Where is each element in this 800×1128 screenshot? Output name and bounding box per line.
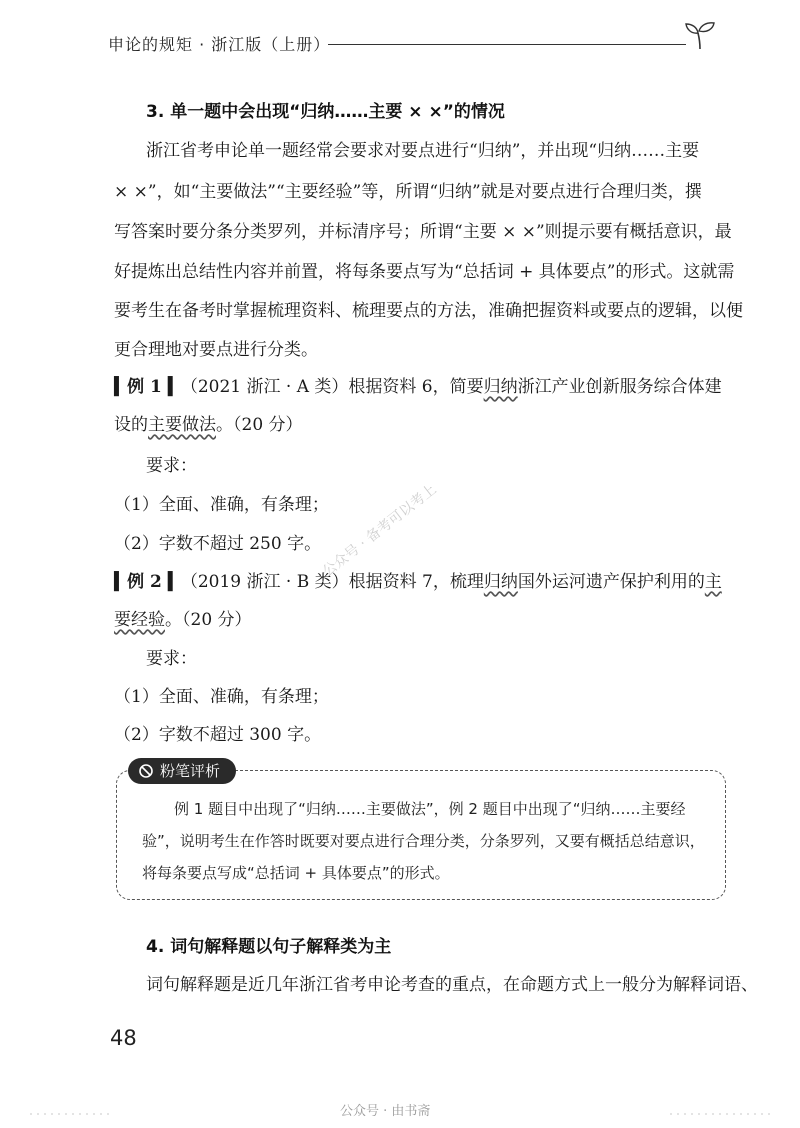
paragraph-line: 更合理地对要点进行分类。 <box>114 340 318 360</box>
paragraph-line: × ×”，如“主要做法”“主要经验”等，所谓“归纳”就是对要点进行合理归类，撰 <box>114 182 702 202</box>
example-1-text: （2021 浙江 · A 类）根据资料 6，简要 <box>180 377 484 397</box>
example-1-requirement: （2）字数不超过 250 字。 <box>114 534 322 554</box>
example-1-text: 浙江产业创新服务综合体建 <box>517 377 722 397</box>
example-2-text: （2019 浙江 · B 类）根据资料 7，梳理 <box>180 572 484 592</box>
slash-circle-icon <box>138 763 154 779</box>
example-1-text: 设的 <box>114 415 148 435</box>
analysis-tag-label: 粉笔评析 <box>160 762 221 780</box>
example-2-question-cont <box>114 605 252 630</box>
analysis-line: 将每条要点写成“总括词 + 具体要点”的形式。 <box>142 864 450 882</box>
analysis-line: 例 1 题目中出现了“归纳……主要做法”，例 2 题目中出现了“归纳……主要经 <box>174 800 686 818</box>
paragraph-line: 好提炼出总结性内容并前置，将每条要点写为“总括词 + 具体要点”的形式。这就需 <box>114 262 735 282</box>
watermark-text: 公众号 · 备考可以考上 <box>319 481 440 580</box>
header-rule <box>328 44 686 45</box>
example-2-requirements-title: 要求： <box>146 649 197 669</box>
sprout-icon <box>682 20 718 50</box>
underlined-keyword: 要经验 <box>114 610 165 630</box>
analysis-line: 验”，说明考生在作答时既要对要点进行合理分类，分条罗列，又要有概括总结意识， <box>142 832 705 850</box>
underlined-keyword: 主要做法 <box>148 415 216 435</box>
running-header-title: 申论的规矩 · 浙江版（上册） <box>108 35 331 54</box>
underlined-keyword: 归纳 <box>483 572 518 592</box>
page-number: 48 <box>110 1026 137 1050</box>
paragraph-line: 词句解释题是近几年浙江省考申论考查的重点，在命题方式上一般分为解释词语、 <box>146 975 758 995</box>
example-1-requirement: （1）全面、准确，有条理； <box>114 495 329 515</box>
example-1-question-cont <box>114 410 303 435</box>
underlined-keyword: 主 <box>704 572 722 592</box>
scan-noise <box>30 1108 770 1118</box>
section-3-heading: 3. 单一题中会出现“归纳……主要 × ×”的情况 <box>146 102 505 122</box>
paragraph-line: 要考生在备考时掌握梳理资料、梳理要点的方法，准确把握资料或要点的逻辑，以便 <box>114 301 743 321</box>
example-1-label: ▍例 1 ▍ <box>114 377 181 397</box>
section-4-heading: 4. 词句解释题以句子解释类为主 <box>146 937 392 957</box>
example-2-text: 国外运河遗产保护利用的 <box>517 572 705 592</box>
example-1-score: 。（20 分） <box>216 415 303 435</box>
underlined-keyword: 归纳 <box>483 377 518 397</box>
paragraph-line: 写答案时要分条分类罗列，并标清序号；所谓“主要 × ×”则提示要有概括意识，最 <box>114 222 732 242</box>
footer-mark: 公众号 · 由书斋 <box>340 1104 431 1119</box>
example-2-label: ▍例 2 ▍ <box>114 572 181 592</box>
example-1-question <box>114 372 722 397</box>
example-2-score: 。（20 分） <box>165 610 252 630</box>
example-1-requirements-title: 要求： <box>146 456 197 476</box>
example-2-requirement: （1）全面、准确，有条理； <box>114 687 329 707</box>
example-2-requirement: （2）字数不超过 300 字。 <box>114 725 322 745</box>
example-2-question <box>114 567 722 592</box>
paragraph-line: 浙江省考申论单一题经常会要求对要点进行“归纳”，并出现“归纳……主要 <box>146 141 700 161</box>
analysis-tag <box>128 758 236 784</box>
